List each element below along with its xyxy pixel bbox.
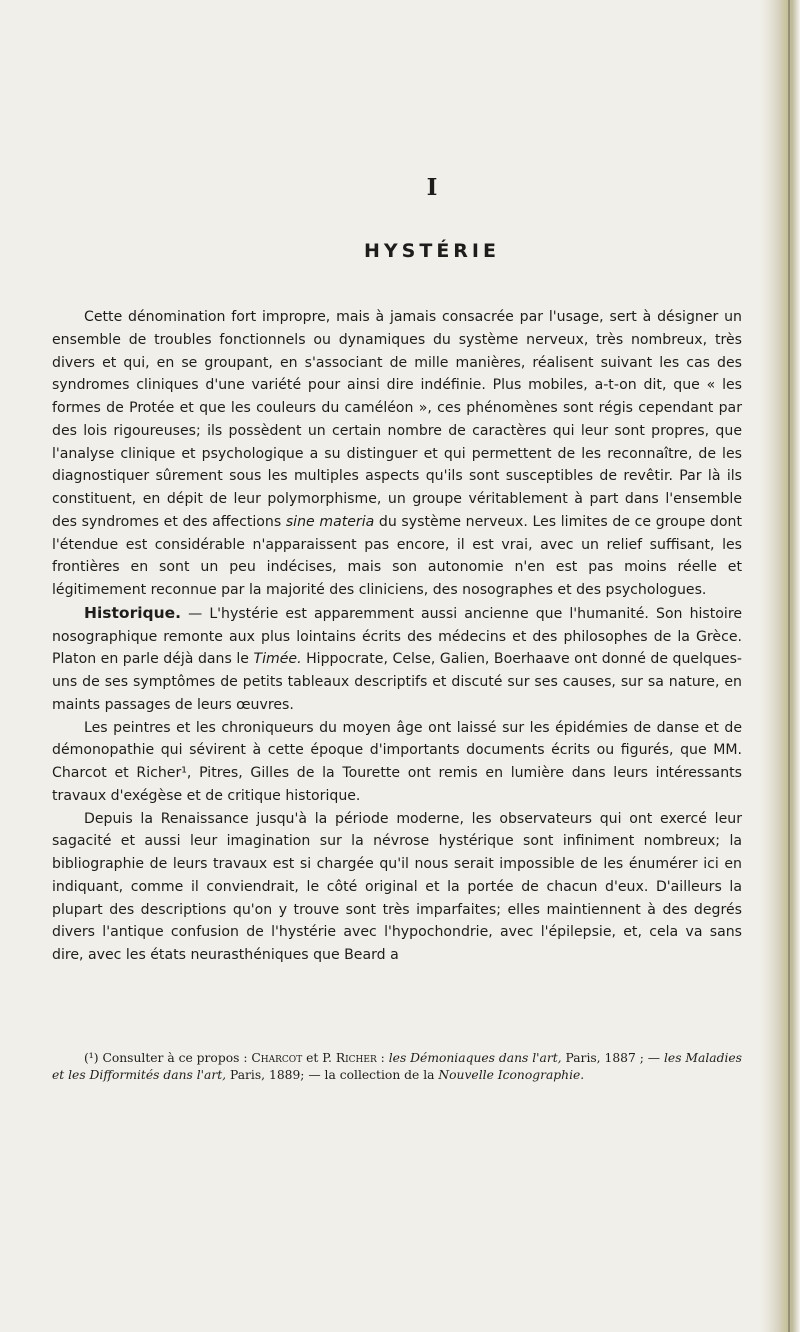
footnote-text: et P. [302, 1051, 336, 1065]
footnote-work-3: Nouvelle Iconographie. [438, 1067, 585, 1082]
paragraph-2 [52, 602, 742, 717]
footnote-work-2: les Maladies et les Difformités dans l'art, [52, 1051, 742, 1082]
footnote-text: Paris, 1887 ; — [561, 1051, 664, 1065]
footnote-1 [52, 1050, 742, 1083]
footnote-text: Consulter à ce propos : [98, 1051, 252, 1065]
footnote-text: Paris, 1889; — la collection de la [226, 1067, 439, 1082]
paragraph-1 [52, 306, 742, 602]
paragraph-2-italic: Timée. [253, 651, 302, 668]
paragraph-1-italic: sine materia [285, 513, 375, 530]
paragraph-2-end: Hippocrate, Celse, Galien, Boerhaave ont donné de quelques-uns de ses symptômes de petits tableaux descriptifs et discuté sur ses causes, sur sa nature, en maints passages de leurs œuvres. [52, 651, 742, 713]
paragraph-2-text: — L'hystérie est apparemment aussi ancienne que l'humanité. Son histoire nosographique remonte aux plus lointains écrits des médecins et des philosophes de la Grèce. Platon en parle déjà dans le [52, 605, 742, 668]
footnote-author-1: Charcot [251, 1051, 303, 1065]
footnote-author-2: Richer [335, 1051, 377, 1065]
footnotes [52, 1050, 742, 1083]
paragraph-3: Les peintres et les chroniqueurs du moyen âge ont laissé sur les épidémies de danse et de démonopathie qui sévirent à cette époque d'importants documents écrits ou figurés, que MM. Charcot et Richer¹, Pitres, Gilles de la Tourette ont remis en lumière dans leurs intéressants travaux d'exégèse et de critique historique. [52, 719, 742, 804]
body-text [52, 306, 742, 967]
section-heading-historique: Historique. [84, 603, 182, 622]
footnote-text: : [376, 1051, 389, 1065]
paragraph-1-text: Cette dénomination fort impropre, mais à jamais consacrée par l'usage, sert à désigner un ensemble de troubles fonctionnels ou dynamiques du système nerveux, très nombreux, très divers et qui, en se groupant, en s'associant de mille manières, réalisent suivant les cas des syndromes cliniques d'une variété pour ainsi dire indéfinie. Plus mobiles, a-t-on dit, que « les formes de Protée et que les couleurs du caméléon », ces phénomènes sont régis cependant par des lois rigoureuses; ils possèdent un certain nombre de caractères qui leur sont propres, que l'analyse clinique et psychologique a su distinguer et qui permettent de les reconnaître, de les diagnostiquer sûrement sous les multiples aspects qu'ils sont susceptibles de revêtir. Par là ils constituent, en dépit de leur polymorphisme, un groupe véritablement à part dans l'ensemble des syndromes et des affections [52, 309, 742, 530]
footnote-work-1: les Démoniaques dans l'art, [388, 1051, 562, 1065]
paragraph-1-end: du système nerveux. Les limites de ce groupe dont l'étendue est considérable n'apparaissent pas encore, il est vrai, avec un relief suffisant, les frontières en sont un peu indécises, mais son autonomie n'en est pas moins réelle et légitimement reconnue par la majorité des cliniciens, des nosographes et des psychologues. [52, 513, 742, 598]
page-title: HYSTÉRIE [364, 240, 500, 262]
paragraph-4: Depuis la Renaissance jusqu'à la période moderne, les observateurs qui ont exercé leur sagacité et aussi leur imagination sur la névrose hystérique sont infiniment nombreux; la bibliographie de leurs travaux est si chargée qu'il nous serait impossible de les énumérer ici en indiquant, comme il conviendrait, le côté original et la portée de chacun d'eux. D'ailleurs la plupart des descriptions qu'on y trouve sont très imparfaites; elles maintiennent à des degrés divers l'antique confusion de l'hystérie avec l'hypochondrie, avec l'épilepsie, et, cela va sans dire, avec les états neurasthéniques que Beard a [52, 810, 742, 963]
footnote-mark: (¹) [84, 1051, 99, 1065]
chapter-number: I [426, 174, 438, 201]
